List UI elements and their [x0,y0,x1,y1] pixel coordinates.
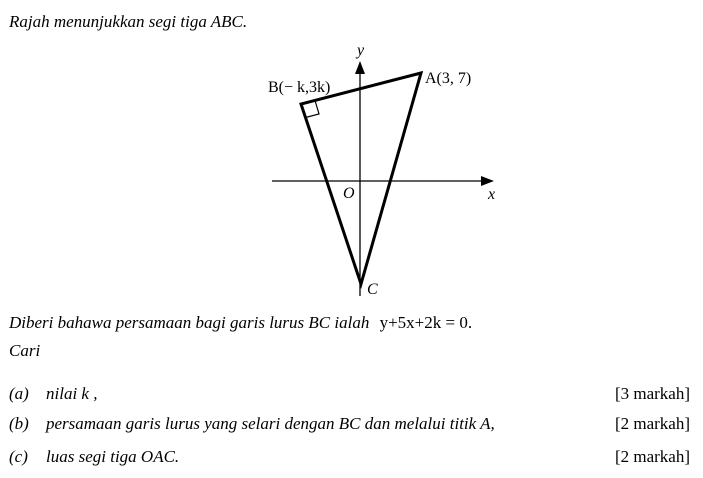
question-text: persamaan garis lurus yang selari dengan BC dan melalui titik A, [46,414,495,433]
x-axis-arrow-icon [481,176,494,186]
bc-equation: y+5x+2k = 0. [379,313,473,332]
intro-text: Rajah menunjukkan segi tiga ABC. [9,12,248,31]
question-label: (a) [9,384,29,403]
point-a-label: A(3, 7) [425,70,472,87]
question-marks: [3 markah] [614,384,690,403]
question-marks: [2 markah] [614,414,690,433]
question-label: (b) [9,414,29,433]
given-statement [9,313,472,333]
question-marks: [2 markah] [614,447,690,466]
find-label: Cari [9,341,41,360]
given-text: Diberi bahawa persamaan bagi garis lurus BC ialah [9,313,370,332]
triangle-abc [301,73,421,284]
point-c-label: C [367,281,378,298]
y-axis-label: y [357,42,365,59]
question-label: (c) [9,447,28,466]
point-b-label: B(− k,3k) [268,79,331,96]
origin-label: O [343,185,355,202]
y-axis-arrow-icon [355,61,365,74]
question-text: luas segi tiga OAC. [46,447,180,466]
question-text: nilai k , [46,384,98,403]
x-axis-label: x [488,186,496,203]
